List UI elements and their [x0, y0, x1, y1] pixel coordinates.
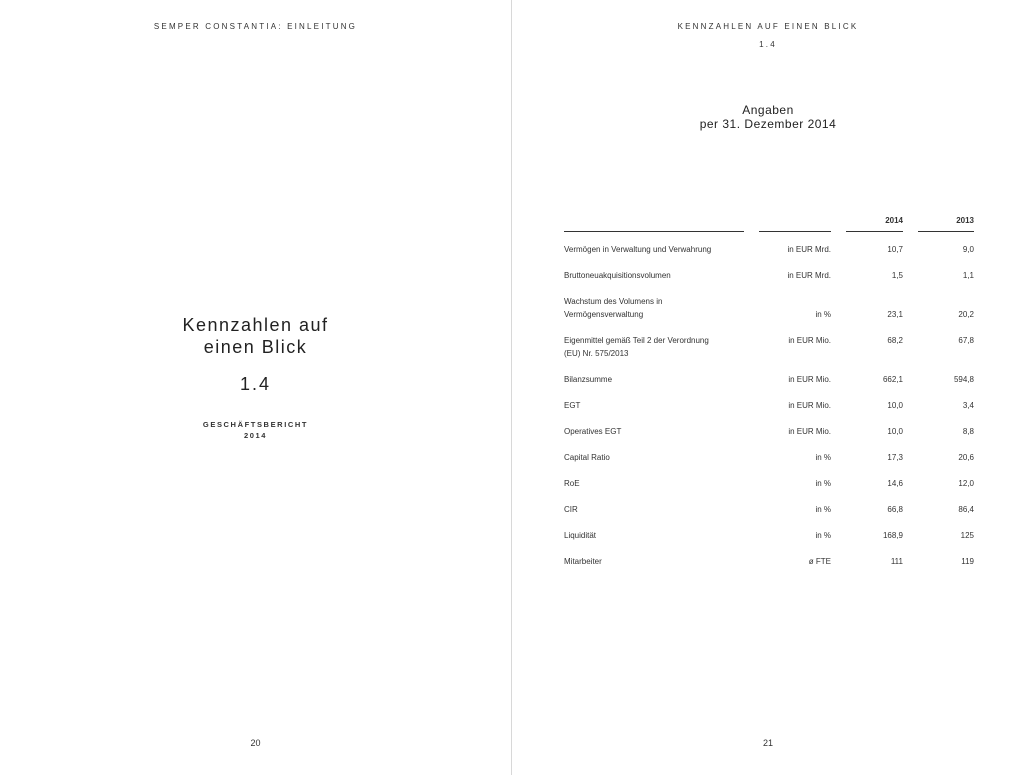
row-label: CIR [564, 505, 578, 514]
header-rule-2013 [918, 231, 974, 232]
right-page [512, 0, 1024, 775]
header-rule-2014 [846, 231, 903, 232]
row-unit: in EUR Mio. [788, 375, 831, 384]
row-label: RoE [564, 479, 580, 488]
column-header-2013: 2013 [956, 216, 974, 225]
row-label: Eigenmittel gemäß Teil 2 der Verordnung (EU) Nr. 575/2013 [564, 336, 709, 358]
value-2013: 594,8 [953, 375, 974, 384]
row-unit: in EUR Mio. [788, 427, 831, 436]
value-2014: 1,5 [891, 271, 903, 280]
value-2013: 119 [961, 557, 974, 566]
row-label: Bruttoneuakquisitionsvolumen [564, 271, 671, 280]
value-2014: 662,1 [882, 375, 903, 384]
row-unit: in EUR Mrd. [787, 245, 831, 254]
value-2014: 23,1 [887, 310, 903, 319]
section-number: 1.4 [759, 40, 777, 49]
row-unit: in % [815, 505, 831, 514]
row-label: Mitarbeiter [564, 557, 602, 566]
value-2013: 1,1 [962, 271, 974, 280]
row-label: Wachstum des Volumens in Vermögensverwaltung [564, 297, 663, 319]
row-label: Liquidität [564, 531, 597, 540]
row-label: Bilanzsumme [564, 375, 613, 384]
value-2013: 125 [960, 531, 974, 540]
chapter-title-line2: einen Blick [203, 337, 308, 357]
value-2014: 10,0 [887, 427, 903, 436]
running-head-right: KENNZAHLEN AUF EINEN BLICK [677, 22, 859, 31]
value-2013: 9,0 [962, 245, 974, 254]
key-figures-table [564, 212, 974, 566]
value-2014: 17,3 [887, 453, 903, 462]
header-rule-label [564, 231, 744, 232]
value-2014: 10,0 [887, 401, 903, 410]
value-2013: 12,0 [958, 479, 974, 488]
value-2013: 3,4 [962, 401, 974, 410]
running-head-left: SEMPER CONSTANTIA: EINLEITUNG [153, 22, 358, 31]
row-unit: in EUR Mio. [788, 336, 831, 345]
row-label: Vermögen in Verwaltung und Verwahrung [564, 245, 712, 254]
column-header-2014: 2014 [885, 216, 903, 225]
value-2014: 68,2 [887, 336, 903, 345]
row-label: Capital Ratio [564, 453, 610, 462]
value-2013: 86,4 [958, 505, 974, 514]
reporting-date-line1: Angaben [742, 103, 794, 117]
chapter-title [0, 314, 511, 358]
header-rule-unit [759, 231, 831, 232]
reporting-date-line2: per 31. Dezember 2014 [699, 117, 837, 131]
row-unit: in EUR Mrd. [787, 271, 831, 280]
value-2014: 10,7 [887, 245, 903, 254]
value-2014: 66,8 [887, 505, 903, 514]
report-label [0, 419, 511, 441]
value-2013: 67,8 [958, 336, 974, 345]
row-unit: in EUR Mio. [788, 401, 831, 410]
chapter-number: 1.4 [239, 374, 272, 394]
value-2014: 168,9 [882, 531, 903, 540]
report-label-line1: GESCHÄFTSBERICHT [202, 420, 309, 429]
page-number-left: 20 [250, 738, 261, 748]
table-header [564, 212, 974, 234]
value-2014: 14,6 [887, 479, 903, 488]
row-unit: ø FTE [808, 557, 831, 566]
left-page [0, 0, 511, 775]
value-2013: 8,8 [962, 427, 974, 436]
page-number-right: 21 [762, 738, 773, 748]
row-unit: in % [815, 310, 831, 319]
row-unit: in % [815, 479, 831, 488]
row-unit: in % [815, 531, 831, 540]
value-2014: 111 [890, 557, 903, 566]
row-label: EGT [564, 401, 581, 410]
report-label-year: 2014 [243, 431, 268, 440]
value-2013: 20,2 [958, 310, 974, 319]
value-2013: 20,6 [958, 453, 974, 462]
row-label: Operatives EGT [564, 427, 622, 436]
reporting-date-heading [512, 103, 1024, 131]
row-unit: in % [815, 453, 831, 462]
chapter-title-line1: Kennzahlen auf [182, 315, 329, 335]
